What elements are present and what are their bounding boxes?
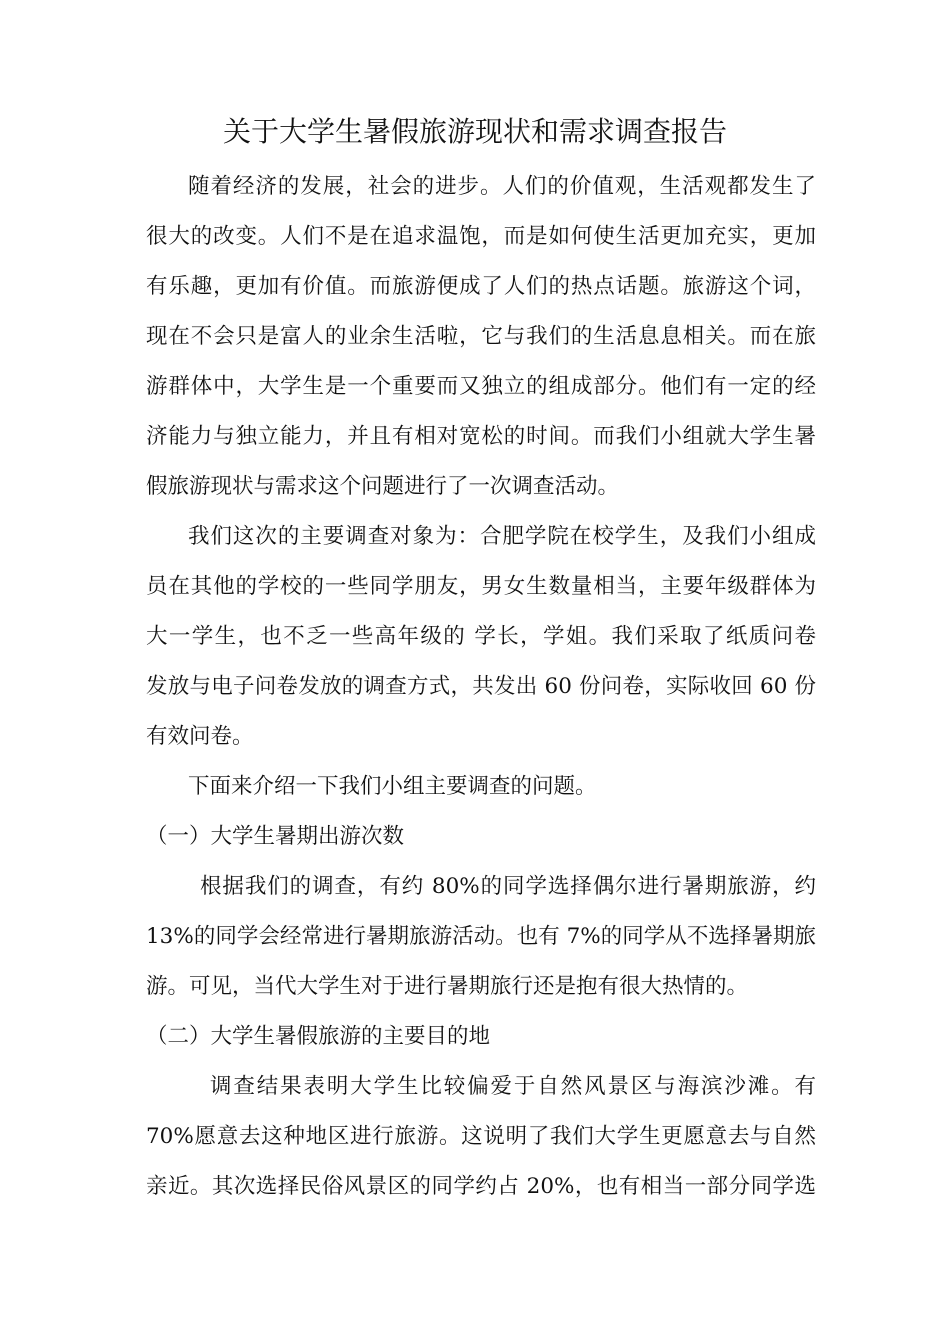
paragraph-line: 大一学生，也不乏一些高年级的 学长，学姐。我们采取了纸质问卷 — [146, 624, 816, 649]
paragraph-line: 济能力与独立能力，并且有相对宽松的时间。而我们小组就大学生暑 — [146, 424, 816, 449]
section-heading: （一）大学生暑期出游次数 — [146, 824, 405, 849]
document-title: 关于大学生暑假旅游现状和需求调查报告 — [222, 115, 727, 148]
paragraph-line: 70%愿意去这种地区进行旅游。这说明了我们大学生更愿意去与自然 — [146, 1124, 816, 1149]
paragraph-line: 员在其他的学校的一些同学朋友，男女生数量相当，主要年级群体为 — [146, 574, 816, 599]
section-heading: （二）大学生暑假旅游的主要目的地 — [146, 1024, 491, 1049]
paragraph-line: 根据我们的调查，有约 80%的同学选择偶尔进行暑期旅游，约 — [200, 874, 816, 899]
paragraph-line: 现在不会只是富人的业余生活啦，它与我们的生活息息相关。而在旅 — [146, 324, 816, 349]
paragraph-line: 下面来介绍一下我们小组主要调查的问题。 — [188, 774, 597, 799]
paragraph-line: 有效问卷。 — [146, 724, 254, 749]
paragraph-line: 发放与电子问卷发放的调查方式，共发出 60 份问卷，实际收回 60 份 — [146, 674, 816, 699]
paragraph-line: 我们这次的主要调查对象为：合肥学院在校学生，及我们小组成 — [188, 524, 816, 549]
paragraph-line: 假旅游现状与需求这个问题进行了一次调查活动。 — [146, 474, 620, 499]
paragraph-line: 游群体中，大学生是一个重要而又独立的组成部分。他们有一定的经 — [146, 374, 816, 399]
paragraph-line: 很大的改变。人们不是在追求温饱，而是如何使生活更加充实，更加 — [146, 224, 816, 249]
paragraph-line: 亲近。其次选择民俗风景区的同学约占 20%，也有相当一部分同学选 — [146, 1174, 816, 1199]
paragraph-line: 游。可见，当代大学生对于进行暑期旅行还是抱有很大热情的。 — [146, 974, 749, 999]
paragraph-line: 调查结果表明大学生比较偏爱于自然风景区与海滨沙滩。有 — [210, 1074, 816, 1099]
paragraph-line: 有乐趣，更加有价值。而旅游便成了人们的热点话题。旅游这个词， — [146, 274, 816, 299]
paragraph-line: 13%的同学会经常进行暑期旅游活动。也有 7%的同学从不选择暑期旅 — [146, 924, 816, 949]
paragraph-line: 随着经济的发展，社会的进步。人们的价值观，生活观都发生了 — [188, 174, 816, 199]
